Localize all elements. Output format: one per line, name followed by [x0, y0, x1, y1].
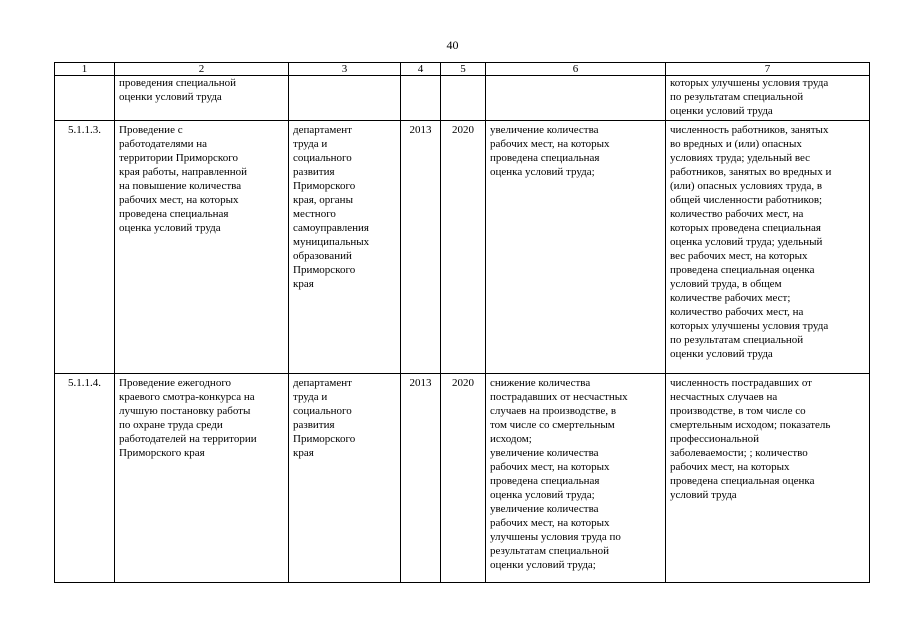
item-executor: департамент труда и социального развития Приморского края	[289, 374, 401, 583]
measures-table	[54, 62, 870, 583]
column-number: 4	[401, 63, 441, 76]
item-code: 5.1.1.4.	[55, 374, 115, 583]
page-number: 40	[446, 38, 459, 52]
item-indicator: численность пострадавших от несчастных случаев на производстве, в том числе со смертельным исходом; показатель профессиональной заболеваемости; ; количество рабочих мест, на которых проведена специальная оценка условий труда	[666, 374, 870, 583]
item-start-year	[401, 76, 441, 121]
item-end-year	[441, 76, 486, 121]
table-row	[55, 76, 870, 121]
item-executor: департамент труда и социального развития Приморского края, органы местного самоуправления муниципальных образований Приморского края	[289, 121, 401, 374]
table-row	[55, 121, 870, 374]
column-number: 6	[486, 63, 666, 76]
item-name: проведения специальной оценки условий труда	[115, 76, 289, 121]
column-number: 1	[55, 63, 115, 76]
item-indicator: которых улучшены условия труда по результатам специальной оценки условий труда	[666, 76, 870, 121]
table-row	[55, 374, 870, 583]
item-start-year: 2013	[401, 374, 441, 583]
column-number: 3	[289, 63, 401, 76]
column-number-row	[55, 63, 870, 76]
column-number: 7	[666, 63, 870, 76]
item-end-year: 2020	[441, 121, 486, 374]
item-executor	[289, 76, 401, 121]
item-result	[486, 76, 666, 121]
item-start-year: 2013	[401, 121, 441, 374]
item-indicator: численность работников, занятых во вредных и (или) опасных условиях труда; удельный вес работников, занятых во вредных и (или) опасных условиях труда, в общей численности работников; количество рабочих мест, на которых проведена специальная оценка условий труда; удельный вес рабочих мест, на которых проведена специальная оценка условий труда, в общем количестве рабочих мест; количество рабочих мест, на которых улучшены условия труда по результатам специальной оценки условий труда	[666, 121, 870, 374]
item-result: увеличение количества рабочих мест, на которых проведена специальная оценка условий труда;	[486, 121, 666, 374]
item-result: снижение количества пострадавших от несчастных случаев на производстве, в том числе со смертельным исходом; увеличение количества рабочих мест, на которых проведена специальная оценка условий труда; увеличение количества рабочих мест, на которых улучшены условия труда по результатам специальной оценки условий труда;	[486, 374, 666, 583]
item-code	[55, 76, 115, 121]
column-number: 2	[115, 63, 289, 76]
item-name: Проведение с работодателями на территории Приморского края работы, направленной на повышение количества рабочих мест, на которых проведена специальная оценка условий труда	[115, 121, 289, 374]
item-end-year: 2020	[441, 374, 486, 583]
item-name: Проведение ежегодного краевого смотра-конкурса на лучшую постановку работы по охране труда среди работодателей на территории Приморского края	[115, 374, 289, 583]
item-code: 5.1.1.3.	[55, 121, 115, 374]
column-number: 5	[441, 63, 486, 76]
